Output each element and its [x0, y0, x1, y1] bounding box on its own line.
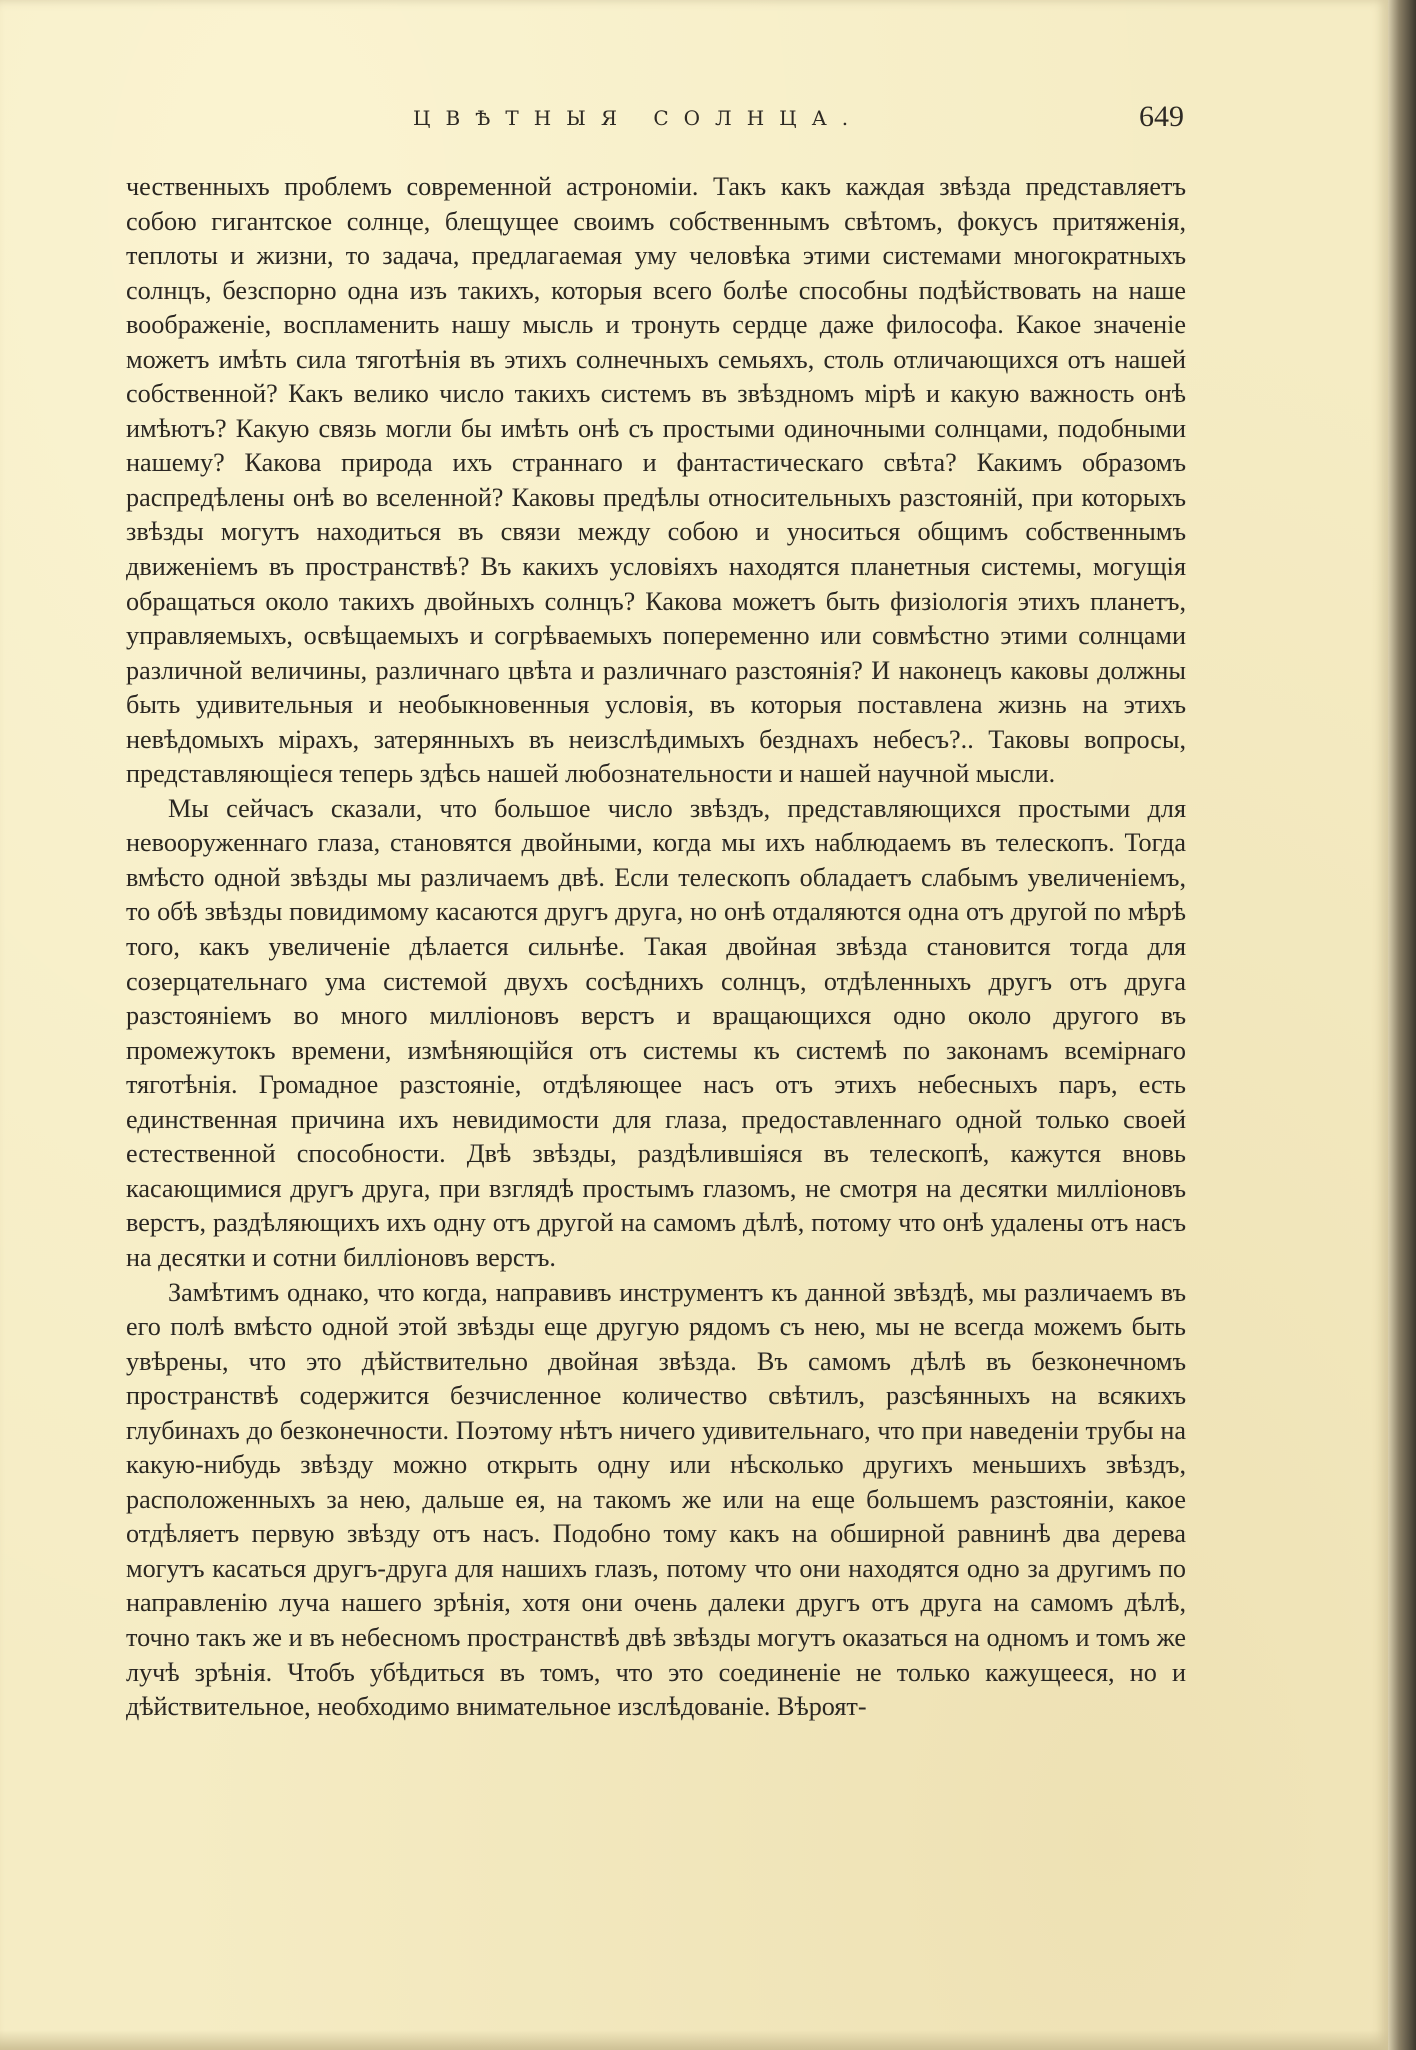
running-head: [0, 100, 1388, 140]
page-number: 649: [1139, 100, 1184, 133]
page-bottom-shade: [0, 2030, 1388, 2050]
running-title: ЦВѢТНЫЯ СОЛНЦА.: [413, 106, 864, 130]
paragraph-1: чественныхъ проблемъ современной астрономіи. Такъ какъ каждая звѣзда представляетъ собою гигантское солнце, блещущее своимъ собственнымъ свѣтомъ, фокусъ притяженія, теплоты и жизни, то задача, предлагаемая уму человѣка этими системами многократныхъ солнцъ, безспорно одна изъ такихъ, которыя всего болѣе способны подѣйствовать на наше воображеніе, воспламенить нашу мысль и тронуть сердце даже философа. Какое значеніе можетъ имѣть сила тяготѣнія въ этихъ солнечныхъ семьяхъ, столь отличающихся отъ нашей собственной? Какъ велико число такихъ системъ въ звѣздномъ мірѣ и какую важность онѣ имѣютъ? Какую связь могли бы имѣть онѣ съ простыми одиночными солнцами, подобными нашему? Какова природа ихъ страннаго и фантастическаго свѣта? Какимъ образомъ распредѣлены онѣ во вселенной? Каковы предѣлы относительныхъ разстояній, при которыхъ звѣзды могутъ находиться въ связи между собою и уноситься общимъ собственнымъ движеніемъ въ пространствѣ? Въ какихъ условіяхъ находятся планетныя системы, могущія обращаться около такихъ двойныхъ солнцъ? Какова можетъ быть физіологія этихъ планетъ, управляемыхъ, освѣщаемыхъ и согрѣваемыхъ попеременно или совмѣстно этими солнцами различной величины, различнаго цвѣта и различнаго разстоянія? И наконецъ каковы должны быть удивительныя и необыкновенныя условія, въ которыя поставлена жизнь на этихъ невѣдомыхъ мірахъ, затерянныхъ въ неизслѣдимыхъ безднахъ небесъ?.. Таковы вопросы, представляющіеся теперь здѣсь нашей любознательности и нашей научной мысли.: [126, 172, 1186, 789]
paragraph-3: Замѣтимъ однако, что когда, направивъ инструментъ къ данной звѣздѣ, мы различаемъ въ его полѣ вмѣсто одной этой звѣзды еще другую рядомъ съ нею, мы не всегда можемъ быть увѣрены, что это дѣйствительно двойная звѣзда. Въ самомъ дѣлѣ въ безконечномъ пространствѣ содержится безчисленное количество свѣтилъ, разсѣянныхъ на всякихъ глубинахъ до безконечности. Поэтому нѣтъ ничего удивительнаго, что при наведеніи трубы на какую-нибудь звѣзду можно открыть одну или нѣсколько другихъ меньшихъ звѣздъ, расположенныхъ за нею, дальше ея, на такомъ же или на еще большемъ разстояніи, какое отдѣляетъ первую звѣзду отъ насъ. Подобно тому какъ на обширной равнинѣ два дерева могутъ касаться другъ-друга для нашихъ глазъ, потому что они находятся одно за другимъ по направленію луча нашего зрѣнія, хотя они очень далеки другъ отъ друга на самомъ дѣлѣ, точно такъ же и въ небесномъ пространствѣ двѣ звѣзды могутъ оказаться на одномъ и томъ же лучѣ зрѣнія. Чтобъ убѣдиться въ томъ, что это соединеніе не только кажущееся, но и дѣйствительное, необходимо внимательное изслѣдованіе. Вѣроят-: [126, 1277, 1186, 1722]
body-text: [126, 170, 1186, 1725]
book-spine-edge: [1388, 0, 1416, 2050]
paragraph-2: Мы сейчасъ сказали, что большое число звѣздъ, представляющихся простыми для невооруженнаго глаза, становятся двойными, когда мы ихъ наблюдаемъ въ телескопъ. Тогда вмѣсто одной звѣзды мы различаемъ двѣ. Если телескопъ обладаетъ слабымъ увеличеніемъ, то обѣ звѣзды повидимому касаются другъ друга, но онѣ отдаляются одна отъ другой по мѣрѣ того, какъ увеличеніе дѣлается сильнѣе. Такая двойная звѣзда становится тогда для созерцательнаго ума системой двухъ сосѣднихъ солнцъ, отдѣленныхъ другъ отъ друга разстояніемъ во много милліоновъ верстъ и вращающихся одно около другого въ промежутокъ времени, измѣняющійся отъ системы къ системѣ по законамъ всемірнаго тяготѣнія. Громадное разстояніе, отдѣляющее насъ отъ этихъ небесныхъ паръ, есть единственная причина ихъ невидимости для глаза, предоставленнаго одной только своей естественной способности. Двѣ звѣзды, раздѣлившіяся въ телескопѣ, кажутся вновь касающимися другъ друга, при взглядѣ простымъ глазомъ, не смотря на десятки милліоновъ верстъ, раздѣляющихъ ихъ одну отъ другой на самомъ дѣлѣ, потому что онѣ удалены отъ насъ на десятки и сотни билліоновъ верстъ.: [126, 793, 1186, 1272]
